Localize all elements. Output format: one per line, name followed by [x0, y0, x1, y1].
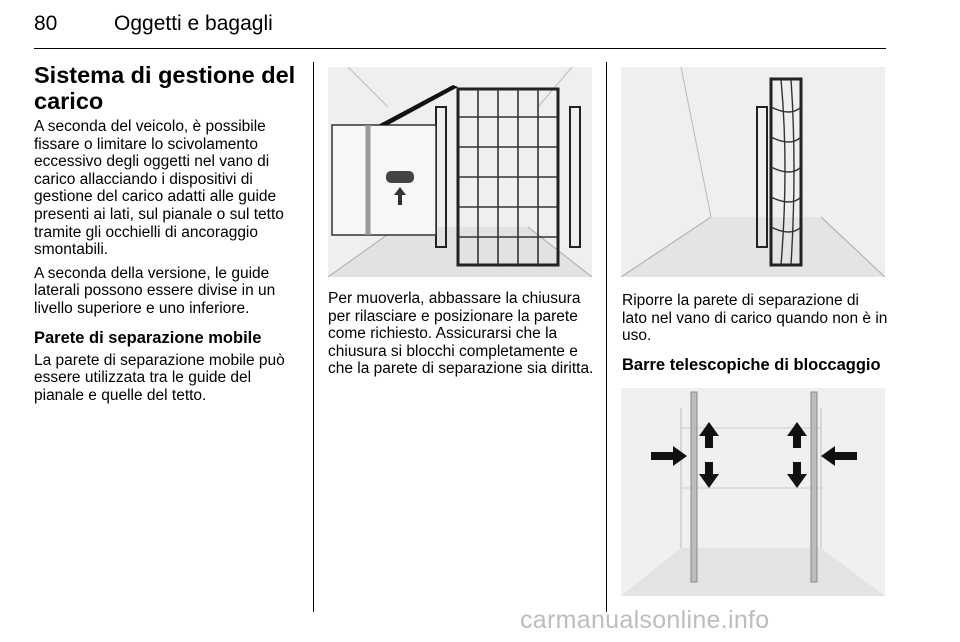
- partition-paragraph: La parete di separazione mobile può essere utilizzata tra le guide del pianale e quelle del tetto.: [34, 351, 285, 404]
- telescopic-bars-heading: Barre telescopiche di bloccaggio: [622, 355, 881, 374]
- stowed-net-illustration: [621, 67, 885, 277]
- page-header: [34, 4, 886, 49]
- page-number: 80: [34, 12, 58, 35]
- column-divider-1: [313, 62, 314, 612]
- section-title: Oggetti e bagagli: [114, 12, 273, 35]
- column-3-text: [622, 292, 888, 379]
- telescopic-bars-illustration: [621, 388, 885, 596]
- rails-paragraph: A seconda della versione, le guide laterali possono essere divise in un livello superiore e uno inferiore.: [34, 264, 276, 317]
- watermark: carmanualsonline.info: [520, 606, 770, 634]
- column-divider-2: [606, 62, 607, 612]
- partition-net-illustration: [328, 67, 592, 277]
- stow-paragraph: Riporre la parete di separazione di lato nel vano di carico quando non è in uso.: [622, 292, 888, 345]
- column-1: [34, 62, 302, 410]
- adjust-partition-paragraph: Per muoverla, abbassare la chiusura per rilasciare e posizionare la parete come richiesto. Assicurarsi che la chiusura si blocchi completamente e che la parete di separazione sia diritta.: [328, 290, 594, 378]
- partition-heading: Parete di separazione mobile: [34, 328, 262, 347]
- column-2-text: [328, 290, 594, 384]
- page-title: Sistema di gestione del carico: [34, 62, 296, 114]
- intro-paragraph: A seconda del veicolo, è possibile fissare o limitare lo scivolamento eccessivo degli oggetti nel vano di carico allacciando i dispositivi di gestione del carico adatti alle guide presenti ai lati, sul pianale o sul tetto tramite gli occhielli di ancoraggio smontabili.: [34, 118, 284, 259]
